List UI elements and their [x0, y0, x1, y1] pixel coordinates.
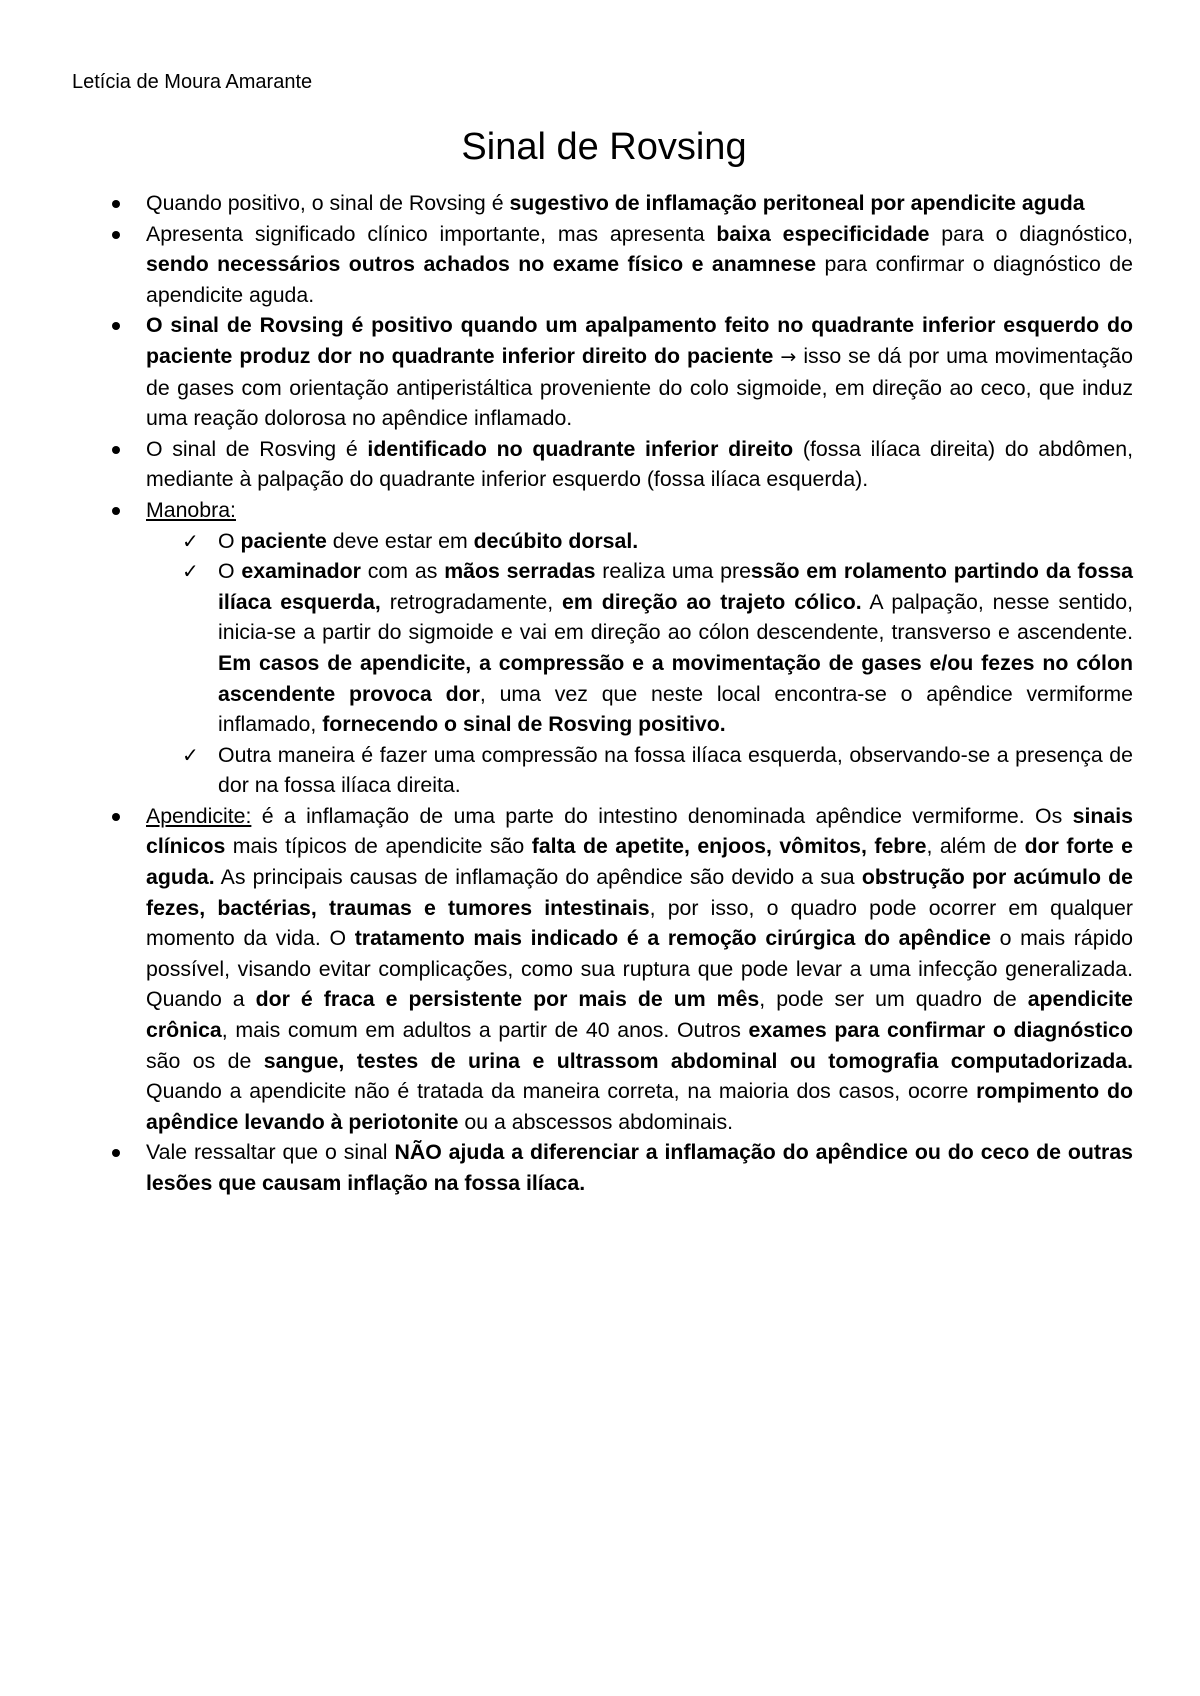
- bold-text: dor forte e aguda.: [146, 834, 1134, 890]
- bold-text: Em casos de apendicite, a compressão e a movimentação de gases e/ou fezes no cólon ascendente provoca dor: [218, 650, 1133, 706]
- bold-text: decúbito dorsal.: [473, 528, 639, 553]
- text-run: Quando a apendicite não é tratada da maneira correta, na maioria dos casos, ocorre: [146, 1079, 977, 1104]
- bold-text: sinais clínicos: [146, 803, 1133, 859]
- text-run: é a inflamação de uma parte do intestino denominada apêndice vermiforme. Os: [251, 803, 1073, 828]
- bold-text: NÃO ajuda a diferenciar a inflamação do apêndice ou do ceco de outras lesões que causam inflação na fossa ilíaca.: [146, 1140, 1134, 1195]
- text-run: O: [218, 559, 242, 584]
- filled-circle-bullet-icon: [112, 507, 120, 515]
- text-run: o mais rápido possível, visando evitar complicações, como sua ruptura que pode levar a uma infecção generalizada. Quando a: [146, 926, 1134, 1012]
- text-run: , além de: [926, 834, 1025, 859]
- text-run: (fossa ilíaca direita) do abdômen, mediante à palpação do quadrante inferior esquerdo (fossa ilíaca esquerda).: [146, 436, 1133, 492]
- filled-circle-bullet-icon: [112, 231, 120, 239]
- checkmark-icon: ✓: [182, 742, 199, 767]
- text-run: realiza uma pre: [595, 559, 751, 584]
- list-item-text: [146, 313, 1133, 430]
- text-run: Vale ressaltar que o sinal: [146, 1140, 395, 1165]
- filled-circle-bullet-icon: [112, 1149, 120, 1157]
- text-run: As principais causas de inflamação do apêndice são devido a sua: [214, 865, 862, 890]
- filled-circle-bullet-icon: [112, 322, 120, 330]
- text-run: para o diagnóstico,: [929, 221, 1133, 246]
- right-arrow-icon: →: [780, 345, 797, 368]
- text-run: mais típicos de apendicite são: [225, 834, 532, 859]
- filled-circle-bullet-icon: [112, 446, 120, 454]
- list-item-text: [146, 804, 1133, 1134]
- text-run: isso se dá por uma movimentação de gases com orientação antiperistáltica proveniente do colo sigmoide, em direção ao ceco, que induz uma reação dolorosa no apêndice inflamado.: [146, 343, 1133, 431]
- text-run: retrogradamente,: [380, 589, 563, 614]
- text-run: , uma vez que neste local encontra-se o apêndice vermiforme inflamado,: [218, 681, 1133, 737]
- bold-text: paciente: [240, 528, 327, 553]
- filled-circle-bullet-icon: [112, 813, 120, 821]
- bold-text: em direção ao trajeto cólico.: [562, 589, 862, 614]
- text-run: , pode ser um quadro de: [759, 987, 1028, 1012]
- list-item-text: [146, 191, 1085, 215]
- text-run: são os de: [146, 1048, 264, 1073]
- underlined-heading: Apendicite:: [146, 803, 252, 828]
- bold-text: O sinal de Rovsing é positivo quando um apalpamento feito no quadrante inferior esquerdo do paciente produz dor no quadrante inferior direito do paciente: [146, 313, 1133, 368]
- sub-list: [182, 526, 1134, 801]
- sub-list-item-text: [218, 743, 1133, 798]
- bold-text: dor é fraca e persistente por mais de um mês: [255, 987, 760, 1012]
- list-item: [146, 188, 1133, 219]
- sub-list-item-text: [218, 529, 638, 553]
- bold-text: sangue, testes de urina e ultrassom abdominal ou tomografia computadorizada.: [263, 1048, 1133, 1073]
- bold-text: mãos serradas: [444, 559, 596, 584]
- text-run: O sinal de Rosving é: [146, 436, 368, 461]
- text-run: , mais comum em adultos a partir de 40 anos. Outros: [221, 1018, 749, 1043]
- underlined-heading: Manobra:: [146, 497, 236, 522]
- list-item-text: [146, 1140, 1133, 1195]
- text-run: deve estar em: [326, 528, 474, 553]
- bold-text: identificado no quadrante inferior direito: [367, 436, 794, 461]
- bold-text: rompimento do apêndice levando à periotonite: [146, 1079, 1133, 1134]
- text-run: , por isso, o quadro pode ocorrer em qualquer momento da vida. O: [146, 895, 1133, 951]
- text-run: com as: [360, 559, 445, 584]
- bold-text: obstrução por acúmulo de fezes, bactérias, traumas e tumores intestinais: [146, 865, 1133, 920]
- bold-text: tratamento mais indicado é a remoção cirúrgica do apêndice: [354, 926, 991, 951]
- list-item: [146, 1137, 1133, 1198]
- text-run: Outra maneira é fazer uma compressão na fossa ilíaca esquerda, observando-se a presença de dor na fossa ilíaca direita.: [218, 742, 1133, 798]
- bold-text: fornecendo o sinal de Rosving positivo.: [322, 712, 726, 737]
- bold-text: sendo necessários outros achados no exame físico e anamnese: [146, 252, 817, 277]
- text-run: ou a abscessos abdominais.: [458, 1109, 734, 1134]
- list-item: [146, 434, 1133, 495]
- author-name: Letícia de Moura Amarante: [72, 71, 313, 93]
- sub-list-item: [182, 740, 1133, 801]
- text-run: Quando positivo, o sinal de Rovsing é: [146, 191, 510, 215]
- list-item-text: [146, 222, 1133, 307]
- bold-text: sugestivo de inflamação peritoneal por apendicite aguda: [509, 191, 1085, 215]
- text-run: Apresenta significado clínico importante, mas apresenta: [146, 221, 717, 246]
- filled-circle-bullet-icon: [112, 200, 120, 208]
- bold-text: baixa especificidade: [716, 221, 930, 246]
- bold-text: exames para confirmar o diagnóstico: [748, 1018, 1133, 1043]
- sub-list-item: [182, 556, 1134, 740]
- sub-list-item-text: [218, 559, 1133, 736]
- bold-text: ssão em rolamento partindo da fossa ilíaca esquerda,: [218, 559, 1134, 614]
- checkmark-icon: ✓: [182, 559, 199, 584]
- bold-text: apendicite crônica: [146, 987, 1134, 1043]
- text-run: para confirmar o diagnóstico de apendicite aguda.: [146, 252, 1133, 307]
- list-item: [146, 219, 1133, 311]
- list-item: [146, 801, 1133, 1138]
- list-item-text: [146, 437, 1133, 492]
- bullet-list: [146, 188, 1133, 1199]
- page-title: Sinal de Rovsing: [461, 126, 747, 168]
- checkmark-icon: ✓: [182, 528, 199, 553]
- text-run: O: [218, 528, 241, 553]
- bold-text: falta de apetite, enjoos, vômitos, febre: [531, 834, 927, 859]
- list-item: [146, 310, 1133, 433]
- list-item: [146, 495, 1133, 801]
- text-run: A palpação, nesse sentido, inicia-se a partir do sigmoide e vai em direção ao cólon descendente, transverso e ascendente.: [218, 589, 1134, 645]
- sub-list-item: [182, 526, 1133, 557]
- list-item-text: [146, 498, 236, 522]
- bold-text: examinador: [241, 559, 361, 584]
